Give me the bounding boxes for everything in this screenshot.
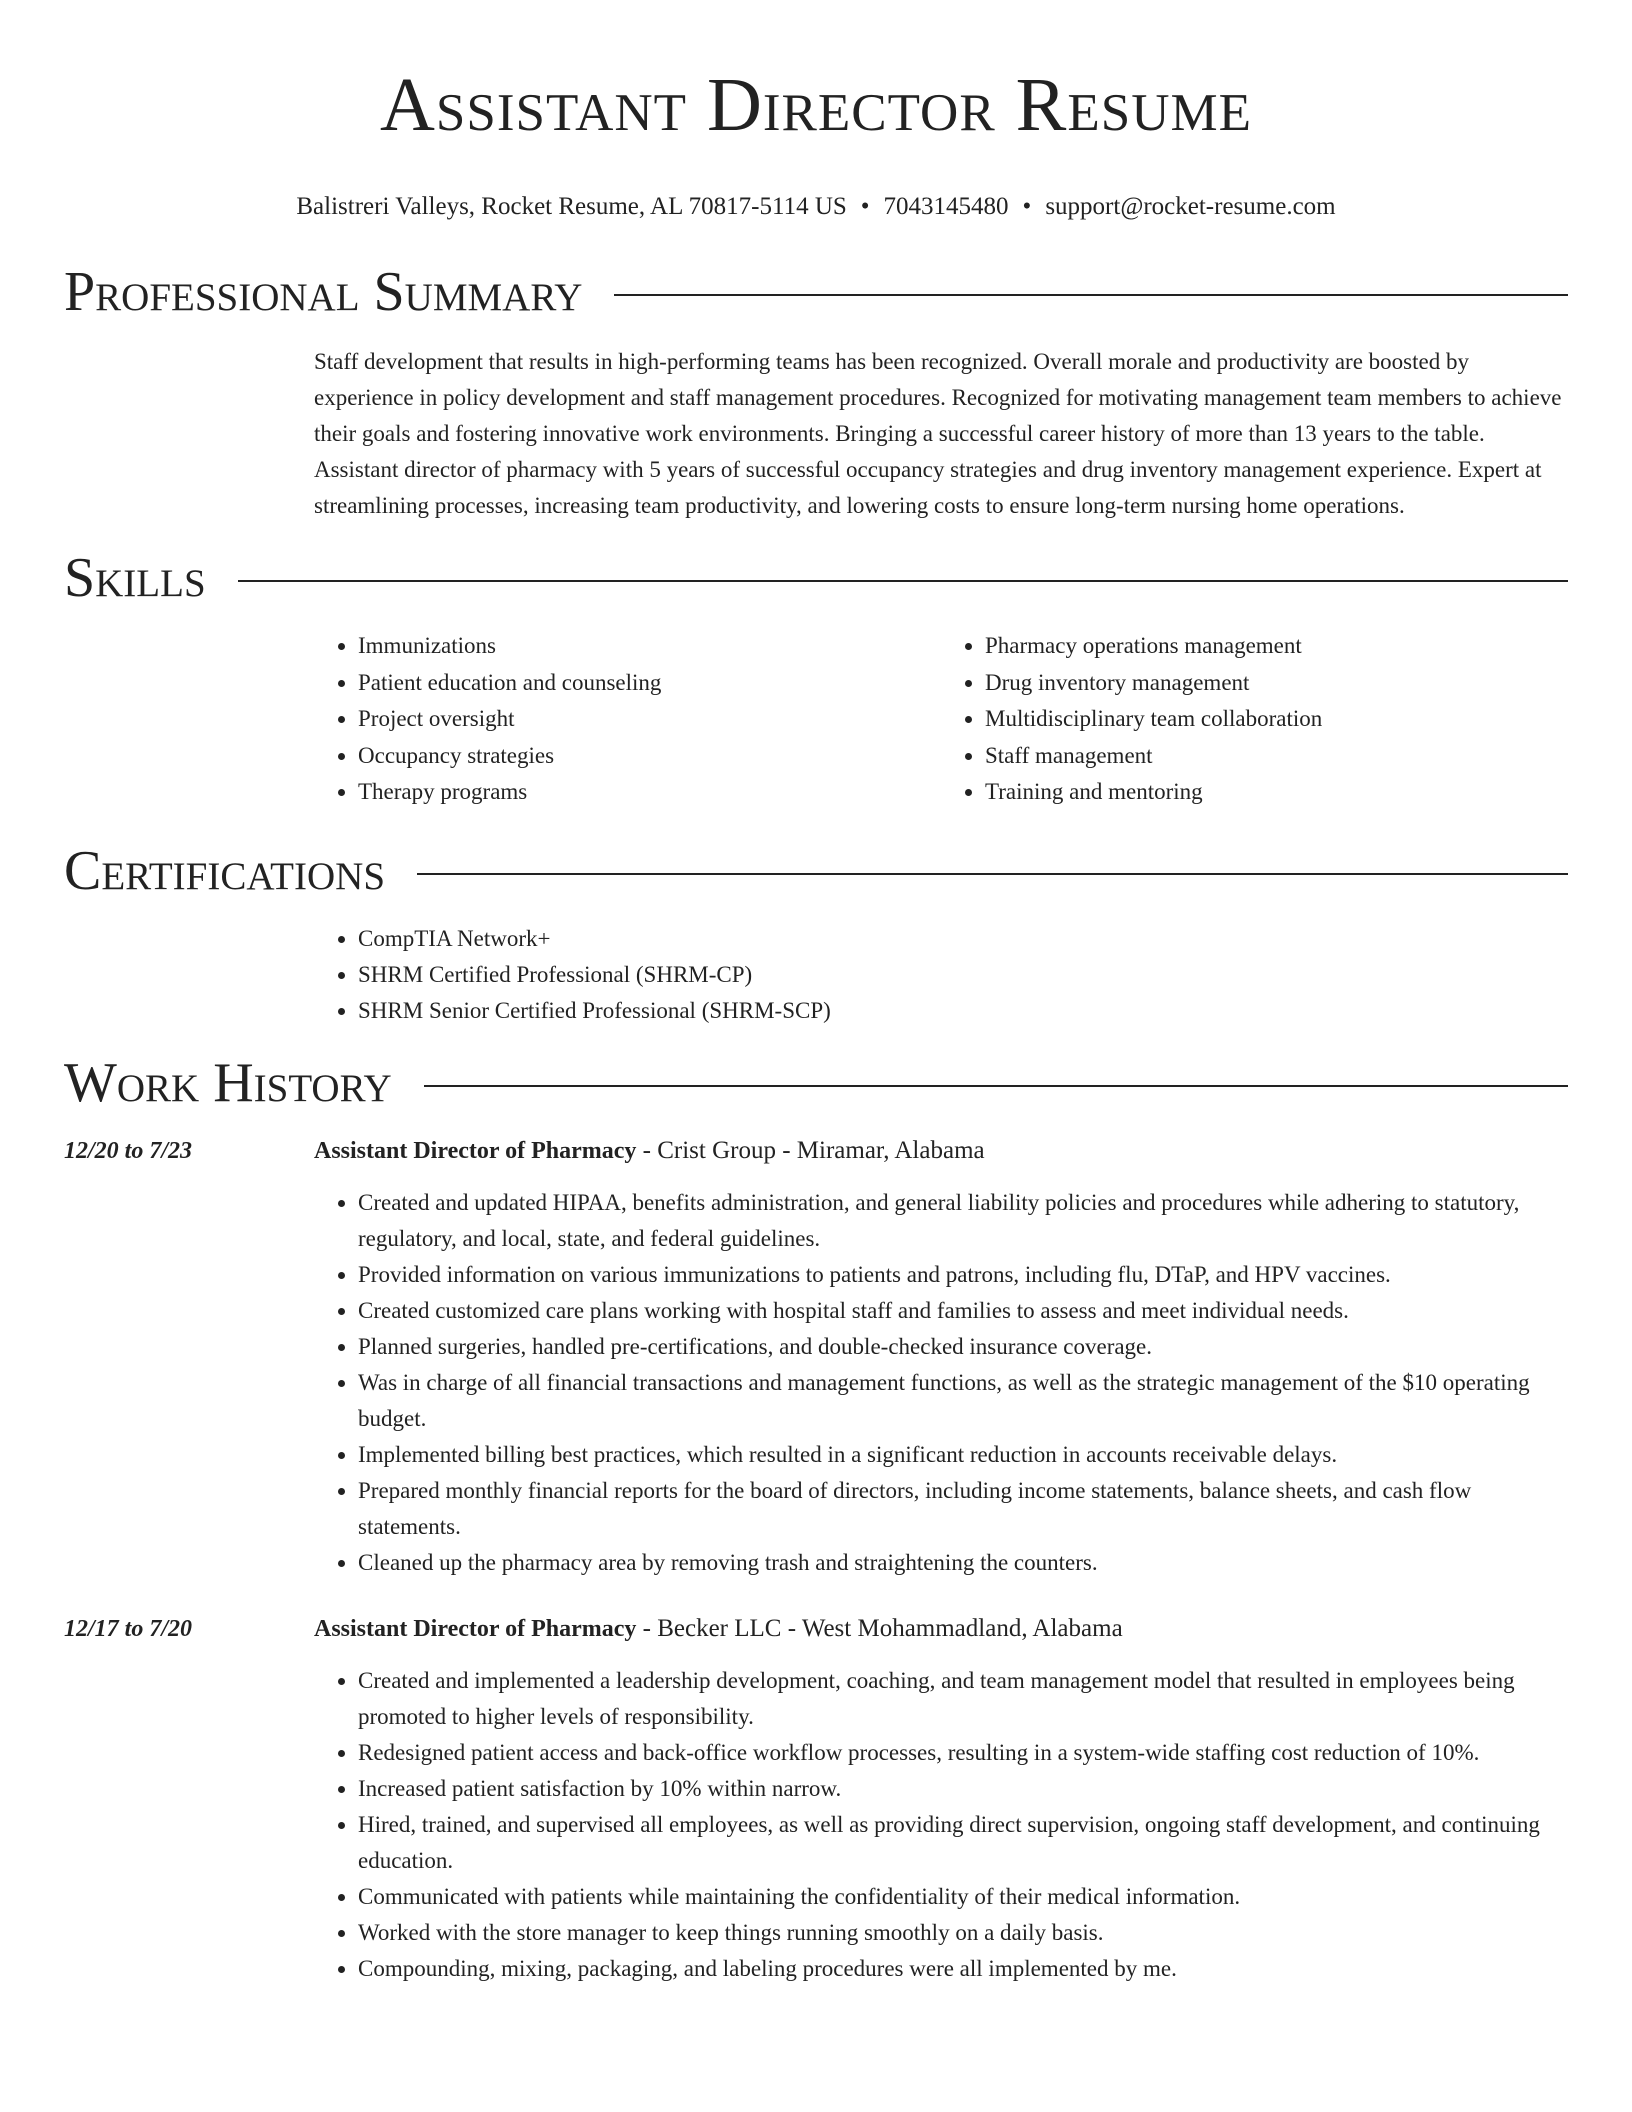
job-entry <box>64 1133 1568 1581</box>
section-divider <box>417 873 1568 875</box>
job-title-line <box>314 1133 985 1169</box>
job-bullet: • Created and updated HIPAA, benefits administration, and general liability policies and procedures while adhering to statutory, regulatory, and local, state, and federal guidelines. <box>358 1185 1568 1257</box>
job-bullet: • Cleaned up the pharmacy area by removing trash and straightening the counters. <box>358 1545 1568 1581</box>
certifications-heading: Certifications <box>64 839 386 902</box>
summary-text: Staff development that results in high-performing teams has been recognized. Overall morale and productivity are boosted by experience in policy development and staff management procedures. Recognized for motivating management team members to achieve their goals and fostering innovative work environments. Bringing a successful career history of more than 13 years to the table. Assistant director of pharmacy with 5 years of successful occupancy strategies and drug inventory management experience. Expert at streamlining processes, increasing team productivity, and lowering costs to ensure long-term nursing home operations. <box>314 349 1562 518</box>
skill-item: • Training and mentoring <box>985 774 1568 811</box>
job-role: Assistant Director of Pharmacy <box>314 1615 637 1642</box>
summary-section <box>314 344 1568 524</box>
job-bullets <box>314 1185 1568 1581</box>
work-heading: Work History <box>64 1051 392 1114</box>
skill-item: • Project oversight <box>358 701 941 738</box>
job-details <box>314 1663 1568 1987</box>
job-details <box>314 1185 1568 1581</box>
job-entry <box>64 1611 1568 1987</box>
skills-section-header <box>64 548 1568 608</box>
skill-item: • Staff management <box>985 738 1568 775</box>
job-title-line <box>314 1611 1123 1647</box>
skill-item: • Drug inventory management <box>985 665 1568 702</box>
skill-item: • Occupancy strategies <box>358 738 941 775</box>
job-dates: 12/20 to 7/23 <box>64 1137 193 1164</box>
certification-item: • SHRM Certified Professional (SHRM-CP) <box>358 957 1568 993</box>
skills-heading: Skills <box>64 547 206 609</box>
contact-address: Balistreri Valleys, Rocket Resume, AL 70817-5114 US <box>296 193 847 220</box>
summary-heading: Professional Summary <box>64 261 583 323</box>
job-bullet: • Increased patient satisfaction by 10% within narrow. <box>358 1771 1568 1807</box>
job-bullet: • Worked with the store manager to keep things running smoothly on a daily basis. <box>358 1915 1568 1951</box>
job-bullet: • Created and implemented a leadership development, coaching, and team management model that resulted in employees being promoted to higher levels of responsibility. <box>358 1663 1568 1735</box>
skill-item: • Immunizations <box>358 628 941 665</box>
contact-line <box>64 192 1568 222</box>
skill-item: • Therapy programs <box>358 774 941 811</box>
skill-item: • Patient education and counseling <box>358 665 941 702</box>
contact-separator: • <box>860 193 870 220</box>
work-section-header <box>64 1053 1568 1113</box>
job-bullet: • Communicated with patients while maintaining the confidentiality of their medical information. <box>358 1879 1568 1915</box>
certifications-list <box>314 921 1568 1029</box>
section-divider <box>424 1085 1568 1087</box>
job-bullet: • Prepared monthly financial reports for the board of directors, including income statements, balance sheets, and cash flow statements. <box>358 1473 1568 1545</box>
certifications-section-header <box>64 841 1568 901</box>
job-bullet: • Provided information on various immunizations to patients and patrons, including flu, DTaP, and HPV vaccines. <box>358 1257 1568 1293</box>
skills-column-left <box>314 628 941 811</box>
skill-item: • Multidisciplinary team collaboration <box>985 701 1568 738</box>
page-title: Assistant Director Resume <box>380 63 1252 147</box>
job-header <box>64 1133 1568 1169</box>
job-dates: 12/17 to 7/20 <box>64 1615 193 1642</box>
contact-phone: 7043145480 <box>883 193 1009 220</box>
summary-section-header <box>64 262 1568 322</box>
contact-email: support@rocket-resume.com <box>1045 193 1336 220</box>
job-bullet: • Was in charge of all financial transactions and management functions, as well as the strategic management of the $10 operating budget. <box>358 1365 1568 1437</box>
job-bullet: • Implemented billing best practices, which resulted in a significant reduction in accounts receivable delays. <box>358 1437 1568 1473</box>
skill-item: • Pharmacy operations management <box>985 628 1568 665</box>
job-bullets <box>314 1663 1568 1987</box>
job-bullet: • Planned surgeries, handled pre-certifications, and double-checked insurance coverage. <box>358 1329 1568 1365</box>
contact-separator: • <box>1022 193 1032 220</box>
certification-item: • SHRM Senior Certified Professional (SHRM-SCP) <box>358 993 1568 1029</box>
section-divider <box>238 580 1568 582</box>
skills-column-right <box>941 628 1568 811</box>
section-divider <box>614 294 1568 296</box>
certification-item: • CompTIA Network+ <box>358 921 1568 957</box>
job-header <box>64 1611 1568 1647</box>
certifications-section <box>314 921 1568 1029</box>
skills-list <box>314 628 1568 811</box>
job-bullet: • Redesigned patient access and back-office workflow processes, resulting in a system-wide staffing cost reduction of 10%. <box>358 1735 1568 1771</box>
job-role: Assistant Director of Pharmacy <box>314 1137 637 1164</box>
job-employer: - Crist Group - Miramar, Alabama <box>636 1136 985 1164</box>
job-employer: - Becker LLC - West Mohammadland, Alabama <box>636 1614 1123 1642</box>
job-bullet: • Created customized care plans working with hospital staff and families to assess and meet individual needs. <box>358 1293 1568 1329</box>
job-bullet: • Hired, trained, and supervised all employees, as well as providing direct supervision, ongoing staff development, and continuing education. <box>358 1807 1568 1879</box>
job-bullet: • Compounding, mixing, packaging, and labeling procedures were all implemented by me. <box>358 1951 1568 1987</box>
